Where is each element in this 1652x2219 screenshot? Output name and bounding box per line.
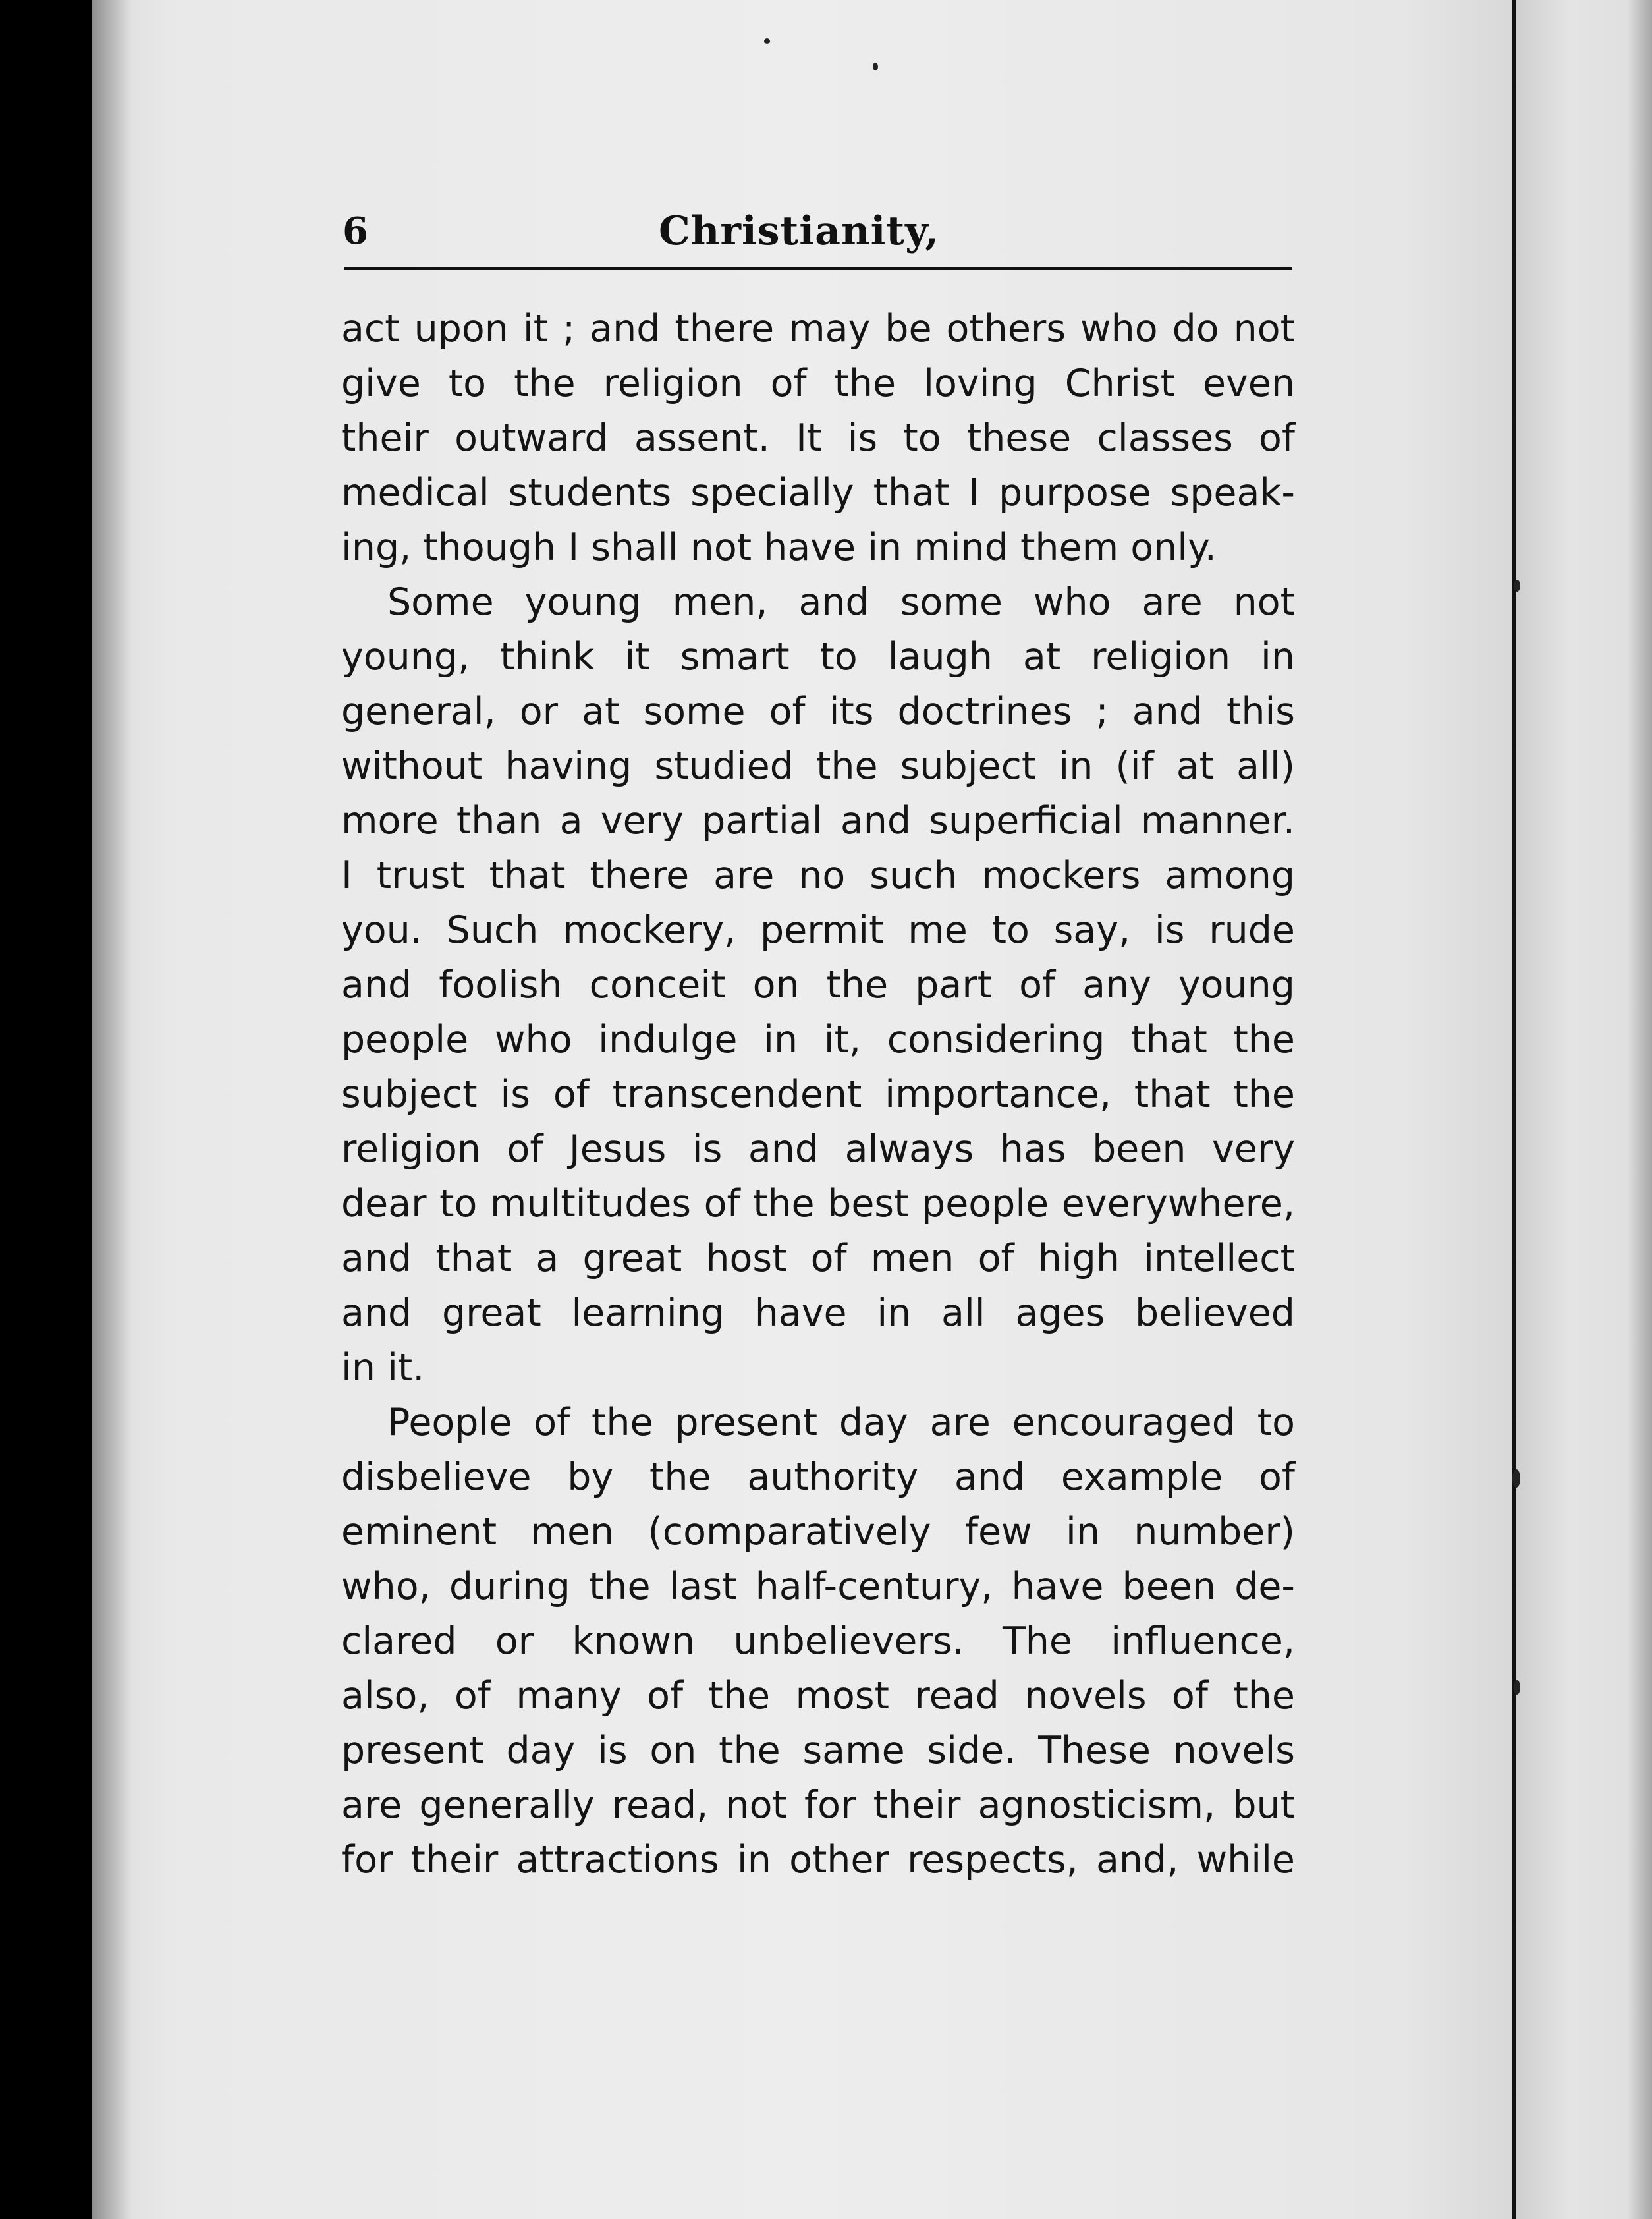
text-line: people who indulge in it, considering that the: [341, 1018, 1295, 1061]
scan-speck: [764, 38, 770, 44]
text-line: in it.: [341, 1346, 425, 1390]
header-rule: [344, 267, 1292, 270]
adjacent-page-shadow: [1627, 0, 1652, 2219]
text-line: you. Such mockery, permit me to say, is rude: [341, 909, 1295, 952]
text-line: medical students specially that I purpose speak-: [341, 471, 1295, 515]
page-left-shadow: [92, 0, 132, 2219]
text-line: I trust that there are no such mockers among: [341, 854, 1295, 897]
paragraph-first-line: People of the present day are encouraged to: [387, 1401, 1295, 1444]
text-line: who, during the last half-century, have been de-: [341, 1565, 1295, 1608]
text-line: give to the religion of the loving Christ even: [341, 362, 1295, 405]
text-line: subject is of transcendent importance, that the: [341, 1073, 1295, 1116]
body-text: [341, 302, 1295, 1888]
text-line: without having studied the subject in (if at all): [341, 744, 1295, 788]
text-line: also, of many of the most read novels of the: [341, 1674, 1295, 1718]
text-line: more than a very partial and superficial manner.: [341, 799, 1295, 843]
text-line: eminent men (comparatively few in number): [341, 1510, 1295, 1554]
text-line: present day is on the same side. These novels: [341, 1729, 1295, 1772]
text-line: are generally read, not for their agnosticism, but: [341, 1784, 1295, 1827]
text-line: and foolish conceit on the part of any young: [341, 963, 1295, 1007]
text-line: ing, though I shall not have in mind them only.: [341, 526, 1217, 569]
text-line: religion of Jesus is and always has been very: [341, 1127, 1295, 1171]
text-line: young, think it smart to laugh at religion in: [341, 635, 1295, 679]
scan-speck: [1514, 580, 1520, 592]
text-line: general, or at some of its doctrines ; and this: [341, 690, 1295, 733]
text-line: and great learning have in all ages believed: [341, 1291, 1295, 1335]
paragraph-first-line: Some young men, and some who are not: [387, 580, 1295, 624]
scan-speck: [873, 63, 878, 70]
text-line: for their attractions in other respects, and, while: [341, 1838, 1295, 1882]
page-number: 6: [343, 210, 368, 253]
scan-speck: [1512, 1469, 1520, 1488]
text-line: clared or known unbelievers. The influence,: [341, 1619, 1295, 1663]
text-line: and that a great host of men of high intellect: [341, 1237, 1295, 1280]
text-line: act upon it ; and there may be others who do not: [341, 307, 1295, 351]
running-title: Christianity,: [659, 208, 940, 254]
text-line: dear to multitudes of the best people everywhere,: [341, 1182, 1295, 1225]
running-header: [343, 210, 1294, 262]
text-line: disbelieve by the authority and example of: [341, 1455, 1295, 1499]
text-line: their outward assent. It is to these classes of: [341, 416, 1295, 460]
scan-speck: [1514, 1680, 1520, 1695]
